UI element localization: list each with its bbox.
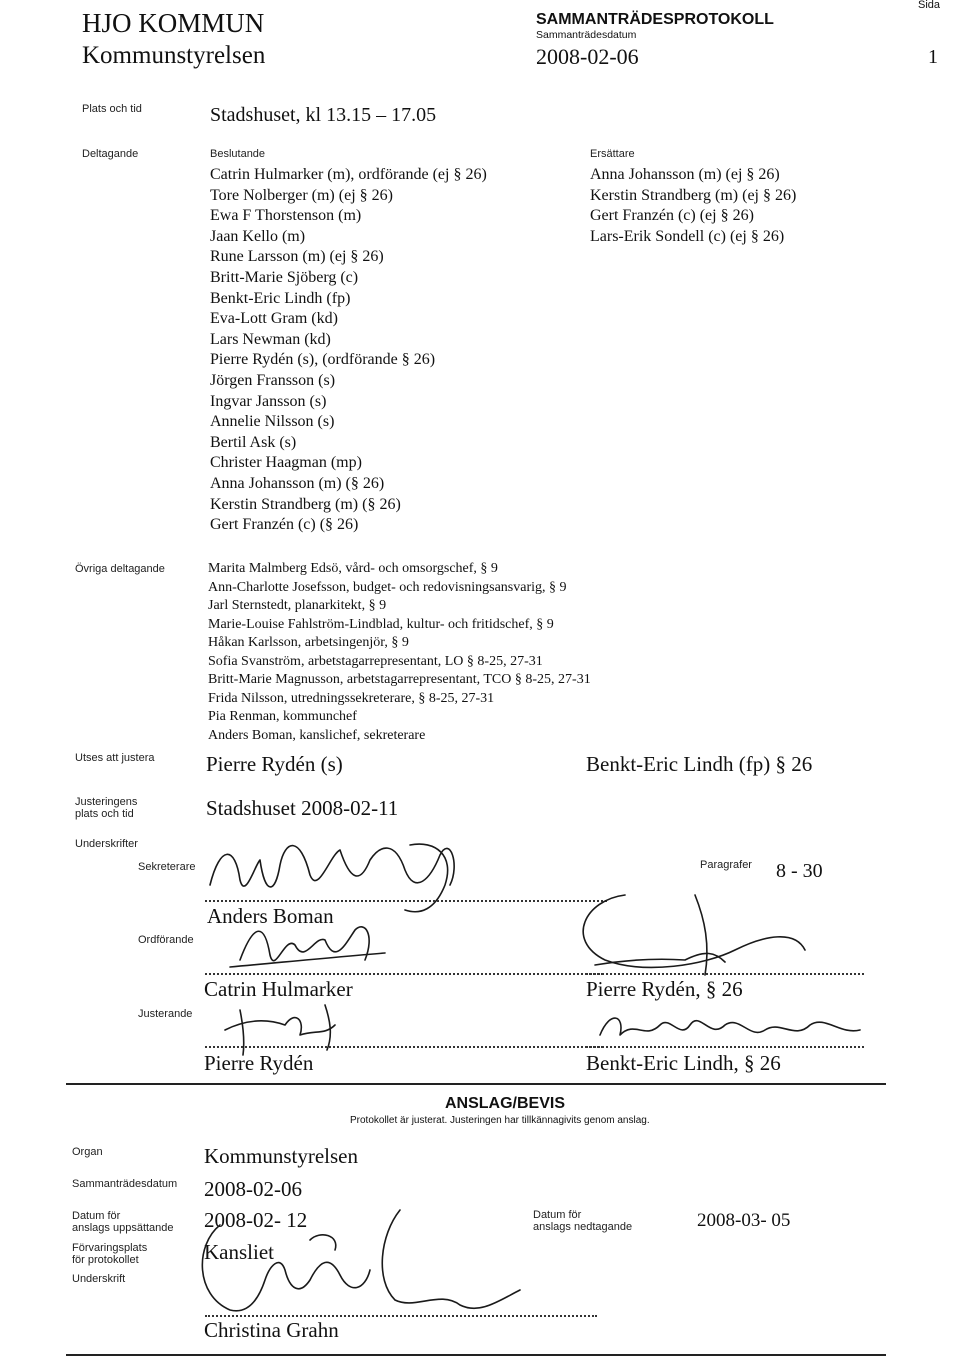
- secretary-label: Sekreterare: [138, 861, 196, 873]
- registrar-signature: [190, 1195, 540, 1325]
- decision-maker: Anna Johansson (m) (§ 26): [210, 474, 385, 492]
- board-name: Kommunstyrelsen: [82, 42, 266, 69]
- adjuster-signature: [215, 990, 365, 1060]
- decision-maker: Eva-Lott Gram (kd): [210, 310, 338, 328]
- other-participant: Anders Boman, kanslichef, sekreterare: [208, 727, 426, 743]
- adjuster2-signature-line: [586, 1046, 864, 1048]
- adjuster-name: Pierre Rydén: [204, 1051, 314, 1075]
- decision-makers-label: Beslutande: [210, 148, 266, 160]
- decision-makers-list: [210, 165, 487, 536]
- adjuster-signature-line: [205, 1046, 603, 1048]
- decision-maker: Gert Franzén (c) (§ 26): [210, 516, 359, 534]
- municipality-name: HJO KOMMUN: [82, 8, 265, 38]
- others-label: Övriga deltagande: [75, 563, 165, 575]
- removed-date-label-line1: Datum för: [533, 1209, 582, 1221]
- decision-maker: Bertil Ask (s): [210, 433, 297, 451]
- substitute: Kerstin Strandberg (m) (ej § 26): [590, 186, 797, 204]
- other-participant: Sofia Svanström, arbetstagarrepresentant, LO § 8-25, 27-31: [208, 653, 543, 669]
- meeting-date-label: Sammanträdesdatum: [536, 29, 637, 41]
- adjuster-first: Pierre Rydén (s): [206, 752, 343, 776]
- notice-title: ANSLAG/BEVIS: [445, 1095, 566, 1112]
- other-participant: Marie-Louise Fahlström-Lindblad, kultur- och fritidschef, § 9: [208, 616, 554, 632]
- decision-maker: Ingvar Jansson (s): [210, 392, 327, 410]
- paragraphs-label: Paragrafer: [700, 859, 752, 871]
- chair-signature-line: [205, 973, 603, 975]
- registrar-signature-line: [205, 1315, 597, 1317]
- page-label: Sida: [918, 0, 941, 11]
- decision-maker: Jörgen Fransson (s): [210, 371, 336, 389]
- section-divider: [66, 1083, 886, 1085]
- other-participant: Jarl Sternstedt, planarkitekt, § 9: [208, 598, 387, 613]
- other-participant: Håkan Karlsson, arbetsingenjör, § 9: [208, 635, 409, 650]
- decision-maker: Jaan Kello (m): [210, 227, 306, 245]
- organ-value: Kommunstyrelsen: [204, 1144, 358, 1168]
- signatures-label: Underskrifter: [75, 838, 138, 850]
- others-list: [208, 560, 591, 745]
- decision-maker: Christer Haagman (mp): [210, 454, 362, 472]
- signature-label: Underskrift: [72, 1273, 126, 1285]
- secretary-signature-line: [205, 900, 607, 902]
- paragraphs-value: 8 - 30: [776, 860, 823, 882]
- adjustment-place-value: Stadshuset 2008-02-11: [206, 796, 399, 820]
- other-participant: Ann-Charlotte Josefsson, budget- och redovisningsansvarig, § 9: [208, 579, 567, 595]
- storage-label-line1: Förvaringsplats: [72, 1242, 148, 1254]
- decision-maker: Benkt-Eric Lindh (fp): [210, 289, 351, 307]
- chair-name: Catrin Hulmarker: [204, 977, 353, 1001]
- other-participant: Frida Nilsson, utredningssekreterare, § 8-25, 27-31: [208, 690, 495, 706]
- notice-meeting-date-value: 2008-02-06: [204, 1177, 302, 1201]
- place-value: Stadshuset, kl 13.15 – 17.05: [210, 104, 437, 126]
- removed-date-label-line2: anslags nedtagande: [533, 1221, 633, 1233]
- decision-maker: Pierre Rydén (s), (ordförande § 26): [210, 351, 436, 369]
- meeting-date: 2008-02-06: [536, 44, 639, 69]
- document-type: SAMMANTRÄDESPROTOKOLL: [536, 11, 774, 28]
- chair2-name: Pierre Rydén, § 26: [586, 977, 743, 1001]
- bottom-divider: [66, 1354, 886, 1356]
- storage-value: Kansliet: [204, 1240, 274, 1264]
- decision-maker: Britt-Marie Sjöberg (c): [210, 268, 359, 286]
- substitute: Anna Johansson (m) (ej § 26): [590, 166, 780, 183]
- notice-subtitle: Protokollet är justerat. Justeringen har tillkännagivits genom anslag.: [350, 1115, 650, 1126]
- chair2-signature-line: [586, 973, 864, 975]
- secretary-name: Anders Boman: [207, 904, 334, 928]
- decision-maker: Catrin Hulmarker (m), ordförande (ej § 26): [210, 166, 487, 183]
- posted-date-label-line1: Datum för: [72, 1210, 121, 1222]
- place-label: Plats och tid: [82, 103, 142, 115]
- other-participant: Marita Malmberg Edsö, vård- och omsorgschef, § 9: [208, 561, 498, 576]
- adjuster-label: Justerande: [138, 1008, 193, 1020]
- decision-maker: Tore Nolberger (m) (ej § 26): [210, 186, 393, 204]
- substitutes-label: Ersättare: [590, 148, 635, 160]
- adjustment-place-label-line1: Justeringens: [75, 796, 138, 808]
- registrar-name: Christina Grahn: [204, 1318, 339, 1342]
- organ-label: Organ: [72, 1146, 103, 1158]
- participants-label: Deltagande: [82, 148, 139, 160]
- chair-label: Ordförande: [138, 934, 194, 946]
- notice-meeting-date-label: Sammanträdesdatum: [72, 1178, 178, 1190]
- substitute: Lars-Erik Sondell (c) (ej § 26): [590, 227, 785, 245]
- page-number: 1: [928, 46, 938, 68]
- posted-date-label-line2: anslags uppsättande: [72, 1222, 174, 1234]
- other-participant: Britt-Marie Magnusson, arbetstagarrepresentant, TCO § 8-25, 27-31: [208, 672, 591, 687]
- decision-maker: Rune Larsson (m) (ej § 26): [210, 248, 384, 266]
- substitutes-list: [590, 165, 796, 247]
- other-participant: Pia Renman, kommunchef: [208, 709, 357, 724]
- substitute: Gert Franzén (c) (ej § 26): [590, 207, 754, 225]
- posted-date-label: [72, 1210, 174, 1234]
- adjuster-second: Benkt-Eric Lindh (fp) § 26: [586, 752, 813, 776]
- storage-label: [72, 1242, 147, 1266]
- adjusters-label: Utses att justera: [75, 752, 155, 764]
- removed-date-label: [533, 1209, 632, 1233]
- decision-maker: Lars Newman (kd): [210, 330, 331, 348]
- storage-label-line2: för protokollet: [72, 1254, 139, 1266]
- decision-maker: Ewa F Thorstenson (m): [210, 207, 362, 225]
- removed-date-value: 2008-03- 05: [697, 1210, 791, 1231]
- decision-maker: Annelie Nilsson (s): [210, 413, 335, 431]
- decision-maker: Kerstin Strandberg (m) (§ 26): [210, 495, 401, 513]
- posted-date-value: 2008-02- 12: [204, 1208, 308, 1232]
- adjustment-place-label: [75, 796, 137, 820]
- adjustment-place-label-line2: plats och tid: [75, 808, 134, 820]
- adjuster2-name: Benkt-Eric Lindh, § 26: [586, 1051, 781, 1075]
